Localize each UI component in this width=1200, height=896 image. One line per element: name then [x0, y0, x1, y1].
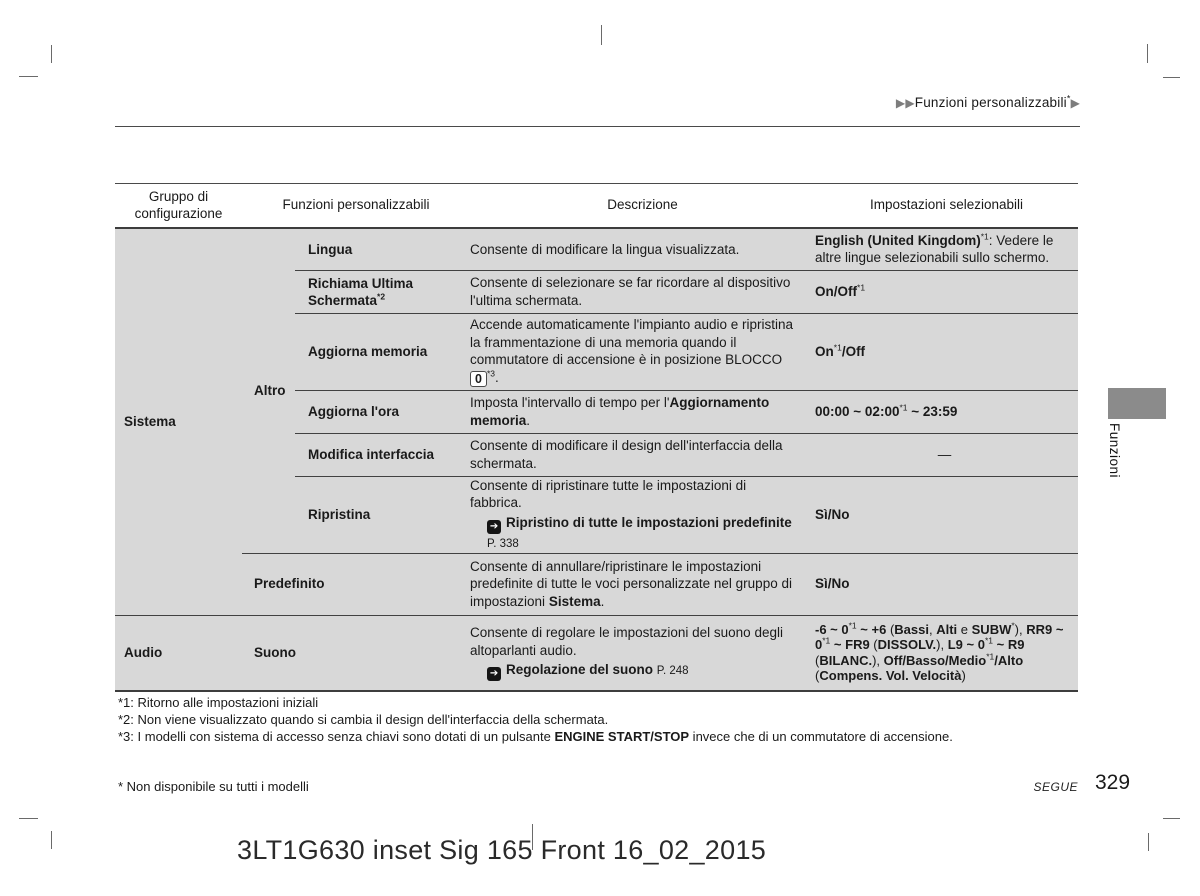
chapter-tab-marker: [1108, 388, 1166, 419]
settings-cell: Sì/No: [815, 553, 1078, 615]
description-cell: Consente di modificare la lingua visualizzata.: [470, 228, 815, 270]
col-header-settings: Impostazioni selezionabili: [815, 184, 1078, 229]
description-cell: Consente di modificare il design dell'interfaccia della schermata.: [470, 433, 815, 476]
reference-arrow-icon: ➔: [487, 667, 501, 681]
running-header-title: Funzioni personalizzabili: [914, 95, 1067, 110]
settings-cell: Sì/No: [815, 476, 1078, 553]
crop-mark: [601, 25, 602, 45]
reference-label: Ripristino di tutte le impostazioni predefinite: [506, 514, 792, 530]
reference-label: Regolazione del suono: [506, 662, 654, 678]
cross-reference: [487, 514, 801, 553]
function-cell: Lingua: [295, 228, 470, 270]
function-cell: Richiama Ultima Schermata$^{*2}$: [295, 270, 470, 313]
crop-mark: [51, 831, 52, 849]
table-row-lingua: [115, 228, 1078, 270]
crop-mark: [19, 76, 38, 77]
crop-mark: [19, 818, 38, 819]
function-cell: Aggiorna memoria: [295, 313, 470, 390]
description-cell: [470, 615, 815, 691]
description-cell: Consente di selezionare se far ricordare al dispositivo l'ultima schermata.: [470, 270, 815, 313]
description-cell: Consente di annullare/ripristinare le impostazioni predefinite di tutte le voci personalizzate nel gruppo di impostazioni Sistema.: [470, 553, 815, 615]
subgroup-cell-altro: Altro: [242, 228, 295, 553]
crop-mark: [51, 45, 52, 63]
settings-cell: English (United Kingdom)$^{*1}$: Vedere le altre lingue selezionabili sullo schermo.: [815, 228, 1078, 270]
running-header-star: *: [1066, 93, 1071, 104]
crop-mark: [1163, 77, 1180, 78]
description-cell: Imposta l'intervallo di tempo per l'Aggiornamento memoria.: [470, 390, 815, 433]
key-position-0-icon: 0: [470, 371, 487, 387]
description-cell: Accende automaticamente l'impianto audio e ripristina la frammentazione di una memoria quando il commutatore di accensione è in posizione BLOCCO 0 $^{*3}$.: [470, 313, 815, 390]
footnote-1: *1: Ritorno alle impostazioni iniziali: [118, 695, 319, 710]
crop-mark: [1147, 44, 1148, 63]
header-rule: [115, 126, 1080, 127]
subgroup-cell-suono: Suono: [242, 615, 470, 691]
print-signature-line: 3LT1G630 inset Sig 165 Front 16_02_2015: [237, 835, 767, 865]
footnote-3: *3: I modelli con sistema di accesso senza chiavi sono dotati di un pulsante ENGINE START/STOP invece che di un commutatore di accensione.: [118, 729, 953, 744]
settings-cell: 00:00 ~ 02:00$^{*1}$ ~ 23:59: [815, 390, 1078, 433]
table-row-suono: [115, 615, 1078, 691]
group-cell-audio: Audio: [115, 615, 242, 691]
function-cell: Modifica interfaccia: [295, 433, 470, 476]
table-header-row: [115, 184, 1078, 229]
footnotes: [118, 694, 953, 745]
settings-table: [115, 183, 1078, 692]
description-cell: [470, 476, 815, 553]
table-row-predefinito: [115, 553, 1078, 615]
footnote-2: *2: Non viene visualizzato quando si cambia il design dell'interfaccia della schermata.: [118, 712, 609, 727]
description-text: Consente di regolare le impostazioni del suono degli altoparlanti audio.: [470, 625, 783, 658]
reference-page: P. 338: [487, 537, 519, 550]
breadcrumb-arrow-icon: ▶: [1070, 96, 1080, 110]
cross-reference: [487, 661, 801, 681]
availability-note: * Non disponibile su tutti i modelli: [118, 779, 309, 794]
settings-cell: —: [815, 433, 1078, 476]
col-header-description: Descrizione: [470, 184, 815, 229]
continue-label: SEGUE: [1033, 780, 1078, 794]
page-number: 329: [1095, 771, 1131, 794]
function-cell: Aggiorna l'ora: [295, 390, 470, 433]
group-cell-sistema: Sistema: [115, 228, 242, 615]
breadcrumb-arrows-icon: ▶▶: [895, 96, 915, 110]
reference-page: P. 248: [656, 665, 689, 678]
col-header-functions: Funzioni personalizzabili: [242, 184, 470, 229]
subgroup-cell-predefinito: Predefinito: [242, 553, 470, 615]
reference-arrow-icon: ➔: [487, 520, 501, 534]
chapter-tab-label: Funzioni: [1107, 423, 1122, 479]
crop-mark: [1163, 818, 1180, 819]
settings-cell: On/Off$^{*1}$: [815, 270, 1078, 313]
description-text: Consente di ripristinare tutte le impostazioni di fabbrica.: [470, 477, 747, 510]
crop-mark: [1148, 833, 1149, 851]
running-header: [896, 95, 1080, 110]
col-header-group: Gruppo di configurazione: [115, 184, 242, 229]
function-cell: Ripristina: [295, 476, 470, 553]
settings-cell: -6 ~ 0$^{*1}$ ~ +6 (Bassi, Alti e SUBW*), RR9 ~ 0$^{*1}$ ~ FR9 (DISSOLV.), L9 ~ 0$^{*1}$ ~ R9 (BILANC.), Off/Basso/Medio$^{*1}$/Alto (Compens. Vol. Velocità): [815, 615, 1078, 691]
settings-cell: On$^{*1}$/Off: [815, 313, 1078, 390]
